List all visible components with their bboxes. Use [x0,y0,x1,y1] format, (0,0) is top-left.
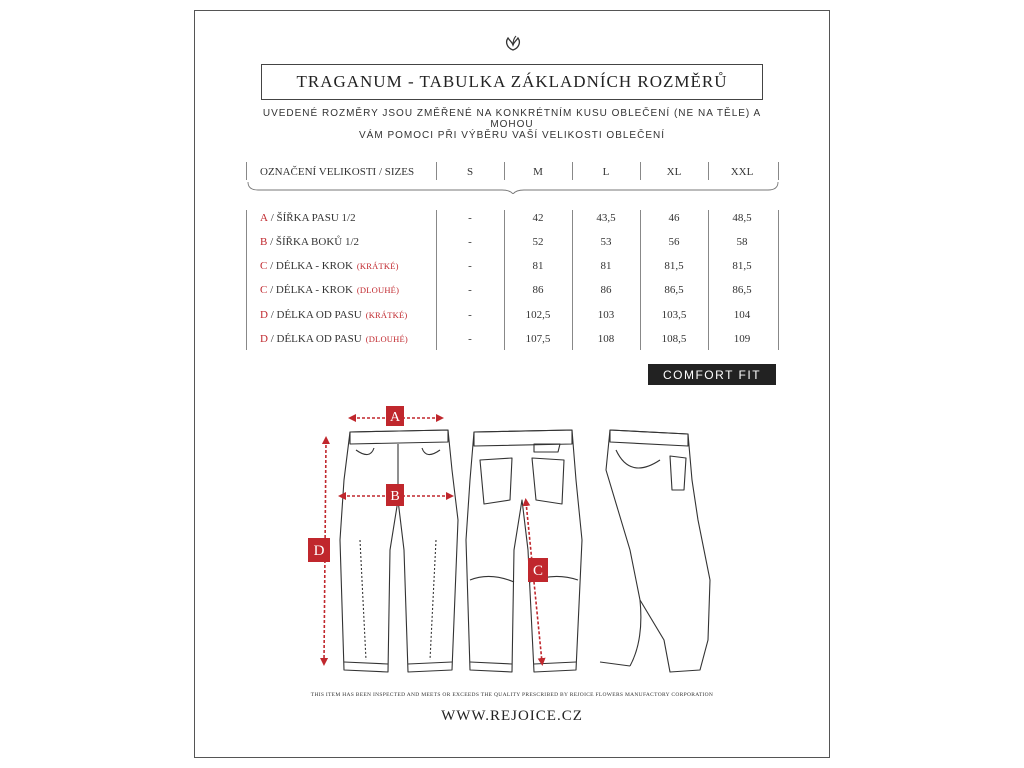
value-l: 53 [600,236,612,248]
pants-illustration [300,400,730,680]
value-xl: 86,5 [664,284,684,296]
value-l: 108 [597,333,615,345]
row-letter: B [260,236,268,248]
row-letter: D [260,309,268,321]
value-xl: 56 [668,236,680,248]
row-letter: C [260,284,268,296]
value-l: 43,5 [596,212,616,224]
header-label: OZNAČENÍ VELIKOSTI / SIZES [260,166,415,178]
row-name: / DÉLKA - KROK [270,284,353,296]
value-l: 103 [597,309,615,321]
subtitle [250,108,774,141]
header-size-s: S [466,166,474,178]
value-s: - [468,212,472,224]
value-xl: 103,5 [661,309,687,321]
header-brace [246,180,780,194]
fit-badge: COMFORT FIT [648,364,776,385]
pants-back-view [466,430,582,672]
value-m: 102,5 [525,309,551,321]
row-note: (KRÁTKÉ) [365,310,408,320]
table-row [246,256,780,276]
row-name: / DÉLKA OD PASU [270,309,362,321]
table-row [246,305,780,325]
header-size-l: L [602,166,610,178]
header-size-xl: XL [666,166,682,178]
header-size-xxl: XXL [730,166,754,178]
subtitle-line-1: UVEDENÉ ROZMĚRY JSOU ZMĚŘENÉ NA KONKRÉTNÍM KUSU OBLEČENÍ (NE NA TĚLE) A MOHOU [262,108,762,130]
row-letter: C [260,260,268,272]
table-row [246,280,780,300]
value-m: 52 [532,236,544,248]
value-s: - [468,236,472,248]
table-row [246,208,780,228]
website-link[interactable]: WWW.REJOICE.CZ [441,708,583,724]
value-xxl: 48,5 [732,212,752,224]
row-letter: D [260,333,268,345]
value-xl: 81,5 [664,260,684,272]
value-m: 42 [532,212,544,224]
row-name: / ŠÍŘKA PASU 1/2 [270,212,356,224]
value-s: - [468,333,472,345]
value-xxl: 58 [736,236,748,248]
value-xxl: 104 [733,309,751,321]
subtitle-line-2: VÁM POMOCI PŘI VÝBĚRU VAŠÍ VELIKOSTI OBLEČENÍ [359,130,665,141]
marker-a: A [389,410,401,425]
value-m: 81 [532,260,544,272]
value-m: 107,5 [525,333,551,345]
value-s: - [468,260,472,272]
value-l: 81 [600,260,612,272]
value-xl: 108,5 [661,333,687,345]
value-s: - [468,309,472,321]
row-note: (KRÁTKÉ) [356,261,399,271]
marker-b: B [390,489,400,504]
header-size-m: M [533,166,543,178]
marker-labels [308,406,548,582]
row-name: / DÉLKA - KROK [270,260,353,272]
value-xxl: 109 [733,333,751,345]
row-name: / DÉLKA OD PASU [270,333,362,345]
quality-footnote: THIS ITEM HAS BEEN INSPECTED AND MEETS OR EXCEEDS THE QUALITY PRESCRIBED BY REJOICE FLOWERS MANUFACTORY CORPORATION [310,692,714,698]
value-m: 86 [532,284,544,296]
pants-side-view [600,430,710,672]
row-note: (DLOUHÉ) [356,285,400,295]
row-note: (DLOUHÉ) [365,334,408,344]
value-xxl: 81,5 [732,260,752,272]
row-name: / ŠÍŘKA BOKŮ 1/2 [270,236,360,248]
value-s: - [468,284,472,296]
pants-front-view [340,430,458,672]
marker-c: C [532,563,544,579]
value-l: 86 [600,284,612,296]
row-letter: A [260,212,268,224]
page-title: TRAGANUM - TABULKA ZÁKLADNÍCH ROZMĚRŮ [261,64,763,100]
value-xl: 46 [668,212,680,224]
flower-logo-icon [502,32,524,54]
marker-d: D [313,543,325,559]
table-row [246,232,780,252]
value-xxl: 86,5 [732,284,752,296]
table-row [246,329,780,349]
